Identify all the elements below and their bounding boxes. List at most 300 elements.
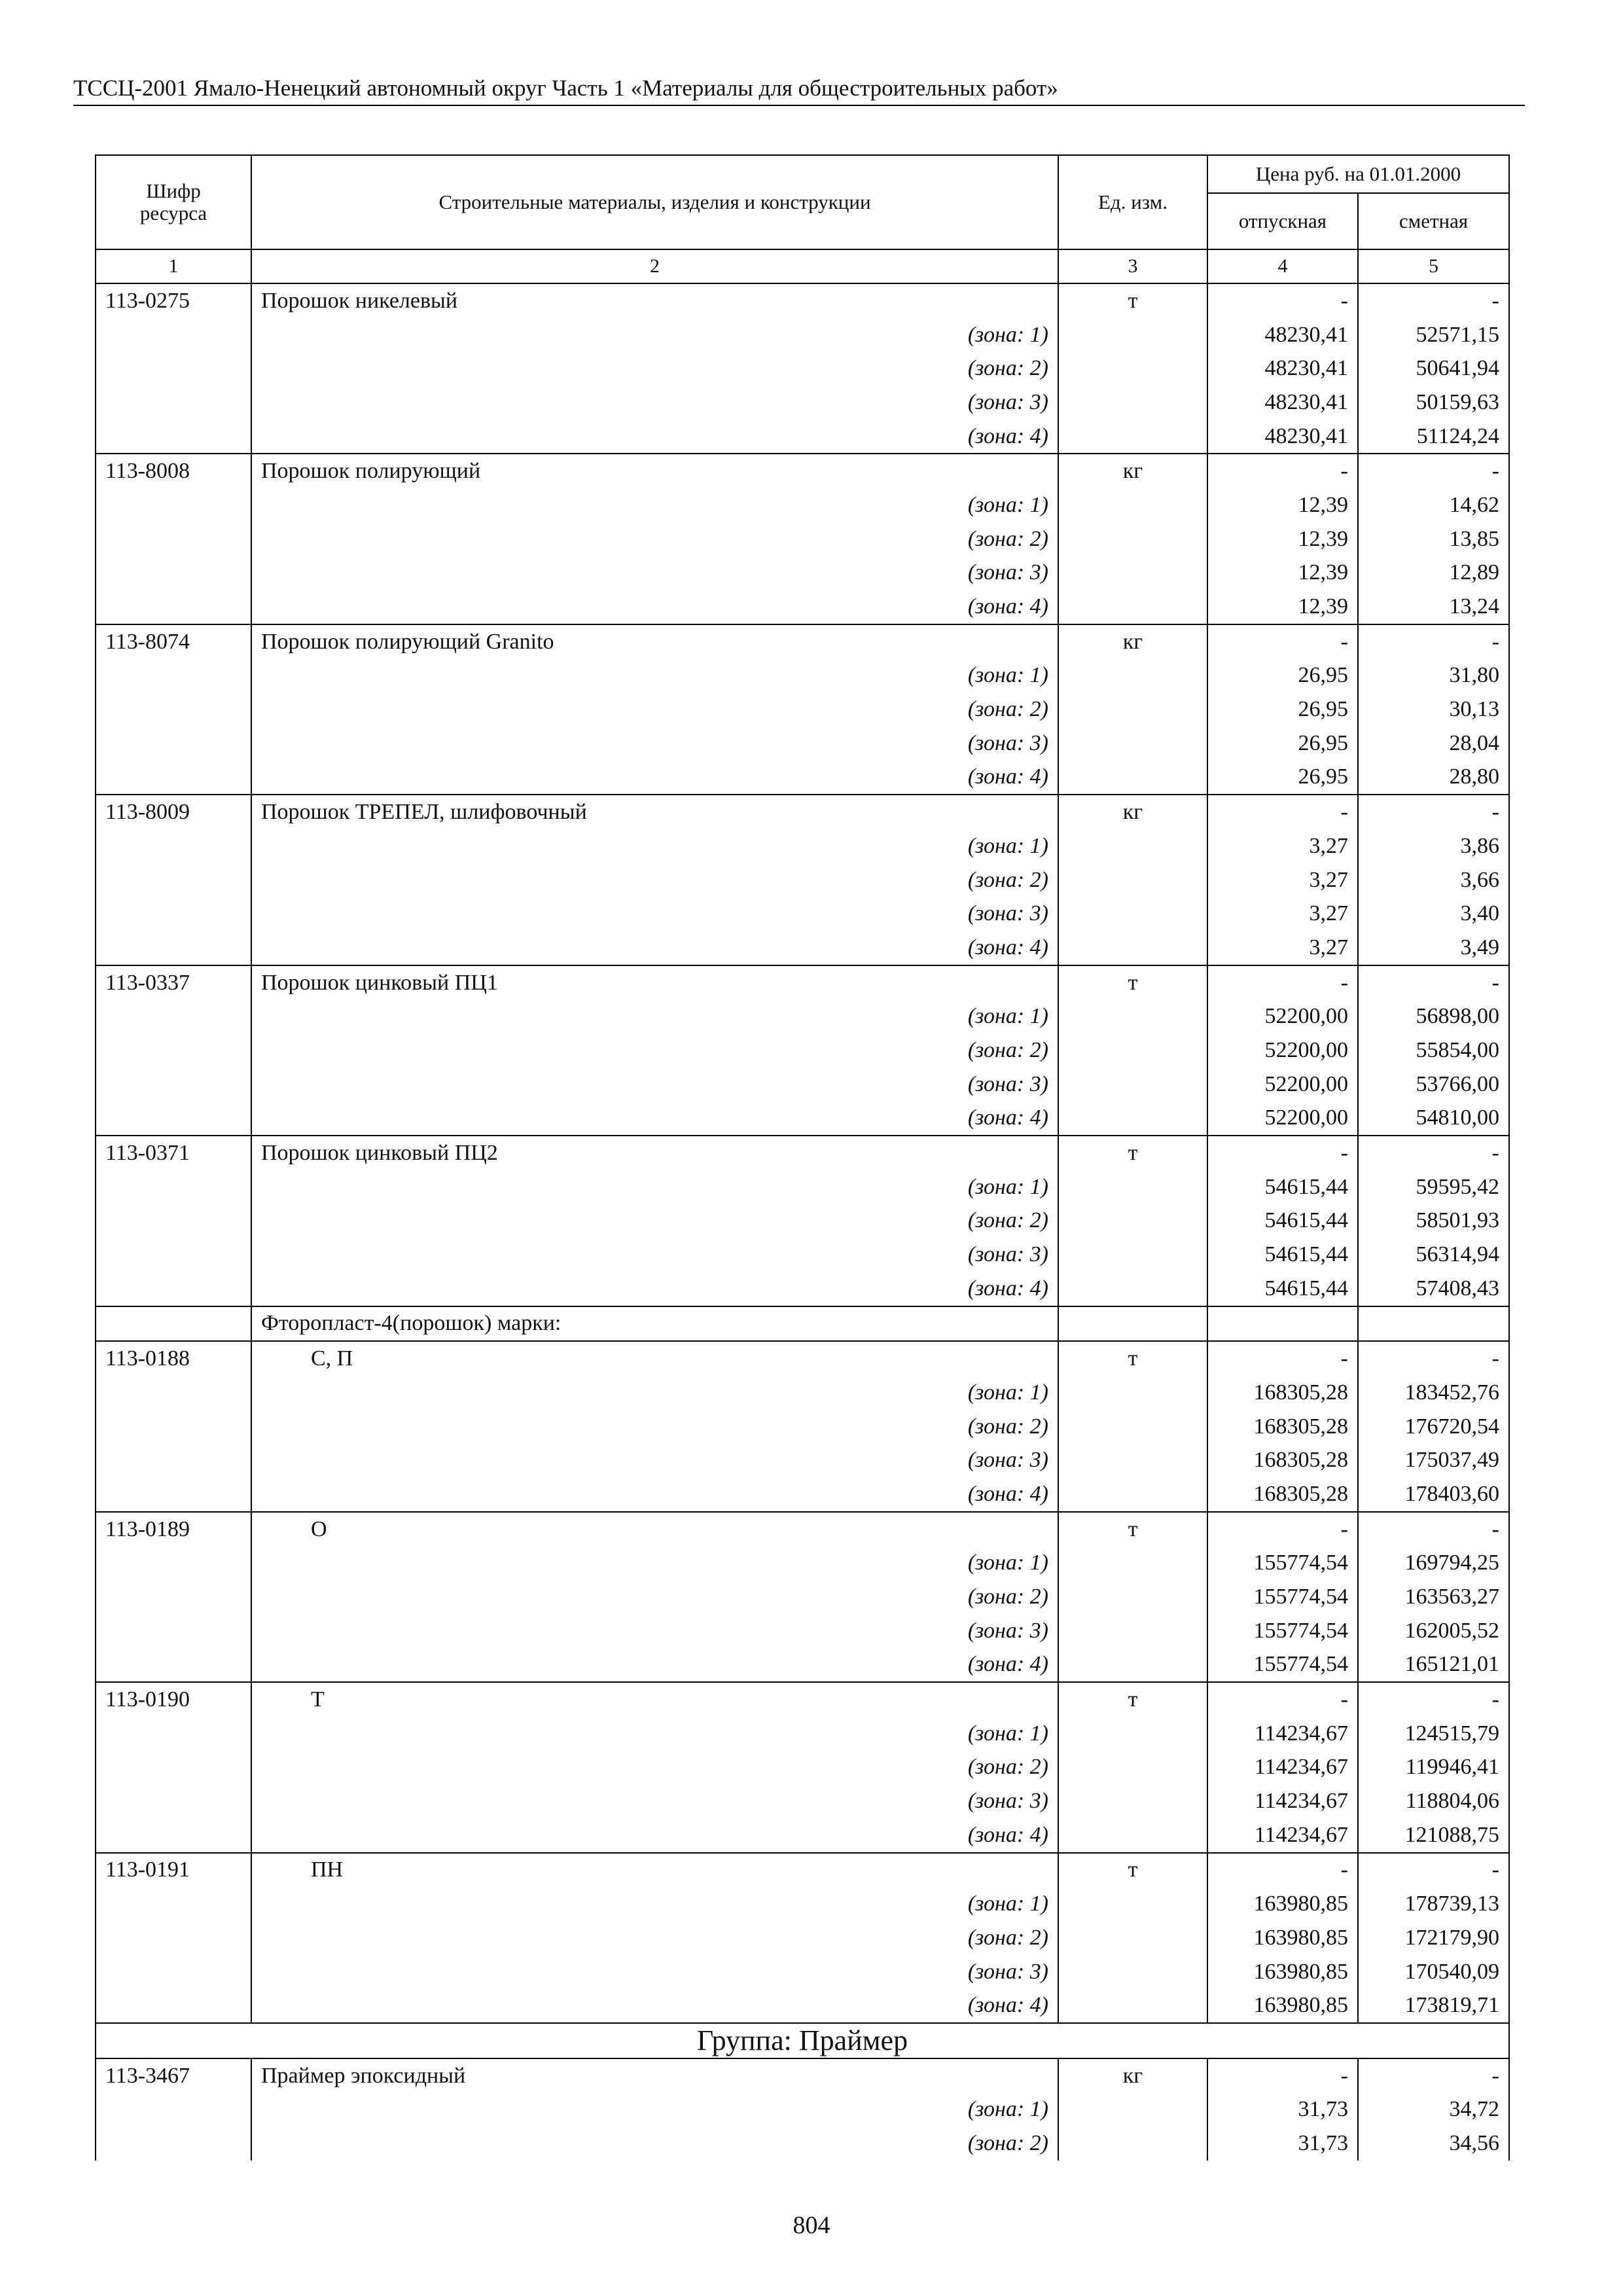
unit-cell: [1058, 931, 1207, 965]
unit-cell: [1058, 1102, 1207, 1136]
zone-label: (зона: 3): [251, 726, 1058, 761]
unit-cell: [1058, 1955, 1207, 1989]
zone-label: (зона: 1): [251, 1717, 1058, 1751]
zone-label: (зона: 2): [251, 1033, 1058, 1067]
estimate-price: 124515,79: [1358, 1717, 1509, 1751]
unit: т: [1058, 283, 1207, 318]
zone-price-row: [96, 1102, 1509, 1136]
estimate-price: 28,04: [1358, 726, 1509, 761]
resource-code-cell: [96, 1102, 251, 1136]
resource-code-cell: [96, 522, 251, 556]
estimate-price: 28,80: [1358, 761, 1509, 795]
release-price: 168305,28: [1207, 1376, 1358, 1410]
resource-code-cell: [96, 659, 251, 693]
release-price-cell: [1207, 1306, 1358, 1342]
zone-price-row: [96, 863, 1509, 897]
material-name: Порошок ТРЕПЕЛ, шлифовочный: [251, 795, 1058, 829]
material-name: С, П: [251, 1341, 1058, 1376]
resource-code-cell: [96, 1376, 251, 1410]
unit-cell: [1058, 386, 1207, 420]
resource-code-cell: [96, 1170, 251, 1204]
resource-code-cell: [96, 1614, 251, 1648]
zone-price-row: [96, 692, 1509, 726]
material-row: [96, 1853, 1509, 1888]
estimate-price: 165121,01: [1358, 1648, 1509, 1683]
header-name: Строительные материалы, изделия и конструкции: [251, 155, 1058, 249]
resource-code-cell: [96, 863, 251, 897]
estimate-price: 54810,00: [1358, 1102, 1509, 1136]
resource-code-cell: [96, 1955, 251, 1989]
release-price: 12,39: [1207, 488, 1358, 522]
zone-label: (зона: 2): [251, 1921, 1058, 1955]
estimate-price: 121088,75: [1358, 1818, 1509, 1853]
material-name: Порошок полирующий: [251, 454, 1058, 488]
zone-price-row: [96, 1921, 1509, 1955]
material-row: [96, 624, 1509, 659]
release-price: 31,73: [1207, 2092, 1358, 2126]
release-price: 48230,41: [1207, 386, 1358, 420]
resource-code-cell: [96, 1204, 251, 1238]
zone-price-row: [96, 1067, 1509, 1102]
resource-code-cell: [96, 1580, 251, 1614]
estimate-price: 14,62: [1358, 488, 1509, 522]
estimate-price: 12,89: [1358, 556, 1509, 590]
unit-cell: [1058, 2092, 1207, 2126]
resource-code-cell: [96, 692, 251, 726]
estimate-price: -: [1358, 454, 1509, 488]
resource-code-cell: [96, 829, 251, 863]
unit: т: [1058, 1853, 1207, 1888]
resource-code-cell: [96, 1306, 251, 1342]
zone-label: (зона: 3): [251, 1955, 1058, 1989]
unit-cell: [1058, 420, 1207, 454]
release-price: -: [1207, 1341, 1358, 1376]
zone-price-row: [96, 1477, 1509, 1512]
zone-price-row: [96, 999, 1509, 1033]
estimate-price: -: [1358, 1853, 1509, 1888]
resource-code-cell: [96, 1717, 251, 1751]
resource-code: 113-0190: [96, 1682, 251, 1717]
price-table: [95, 154, 1510, 2161]
release-price: 163980,85: [1207, 1955, 1358, 1989]
header-price-estimate: сметная: [1358, 193, 1509, 249]
estimate-price: 3,66: [1358, 863, 1509, 897]
zone-price-row: [96, 1648, 1509, 1683]
zone-price-row: [96, 1751, 1509, 1785]
zone-label: (зона: 4): [251, 1272, 1058, 1306]
resource-code-cell: [96, 2092, 251, 2126]
page-number: 804: [793, 2212, 830, 2239]
zone-price-row: [96, 1614, 1509, 1648]
release-price: 54615,44: [1207, 1204, 1358, 1238]
zone-label: (зона: 3): [251, 1067, 1058, 1102]
unit: т: [1058, 965, 1207, 1000]
resource-code-cell: [96, 1477, 251, 1512]
material-name: Порошок полирующий Granito: [251, 624, 1058, 659]
zone-price-row: [96, 1988, 1509, 2023]
resource-code: 113-3467: [96, 2058, 251, 2093]
unit-cell: [1058, 1784, 1207, 1818]
zone-label: (зона: 3): [251, 386, 1058, 420]
material-row: [96, 283, 1509, 318]
zone-price-row: [96, 761, 1509, 795]
release-price: 114234,67: [1207, 1717, 1358, 1751]
estimate-price: 118804,06: [1358, 1784, 1509, 1818]
estimate-price: 50641,94: [1358, 351, 1509, 386]
zone-price-row: [96, 726, 1509, 761]
release-price: 52200,00: [1207, 1033, 1358, 1067]
zone-price-row: [96, 556, 1509, 590]
estimate-price: 163563,27: [1358, 1580, 1509, 1614]
release-price: 12,39: [1207, 556, 1358, 590]
material-row: [96, 1136, 1509, 1170]
resource-code-cell: [96, 1887, 251, 1921]
header-unit: Ед. изм.: [1058, 155, 1207, 249]
release-price: -: [1207, 1512, 1358, 1547]
estimate-price: -: [1358, 1682, 1509, 1717]
zone-price-row: [96, 1887, 1509, 1921]
unit-cell: [1058, 2126, 1207, 2161]
material-name: Т: [251, 1682, 1058, 1717]
estimate-price: 34,56: [1358, 2126, 1509, 2161]
zone-price-row: [96, 931, 1509, 965]
material-name: Порошок никелевый: [251, 283, 1058, 318]
estimate-price: 31,80: [1358, 659, 1509, 693]
material-row: [96, 1512, 1509, 1547]
unit-cell: [1058, 318, 1207, 352]
column-number: 1: [96, 249, 251, 283]
zone-price-row: [96, 1170, 1509, 1204]
resource-code-cell: [96, 420, 251, 454]
material-name: Порошок цинковый ПЦ1: [251, 965, 1058, 1000]
zone-price-row: [96, 1443, 1509, 1477]
release-price: 52200,00: [1207, 1067, 1358, 1102]
zone-price-row: [96, 522, 1509, 556]
zone-price-row: [96, 829, 1509, 863]
resource-code-cell: [96, 351, 251, 386]
release-price: -: [1207, 965, 1358, 1000]
unit-cell: [1058, 829, 1207, 863]
resource-code-cell: [96, 590, 251, 624]
resource-code: 113-0337: [96, 965, 251, 1000]
resource-code: 113-0275: [96, 283, 251, 318]
page-header-title: ТССЦ-2001 Ямало-Ненецкий автономный округ Часть 1 «Материалы для общестроительных работ»: [73, 75, 1058, 101]
release-price: 48230,41: [1207, 420, 1358, 454]
unit-cell: [1058, 692, 1207, 726]
zone-label: (зона: 4): [251, 1818, 1058, 1853]
zone-label: (зона: 3): [251, 1443, 1058, 1477]
zone-price-row: [96, 1818, 1509, 1853]
resource-code: 113-8008: [96, 454, 251, 488]
estimate-price: 34,72: [1358, 2092, 1509, 2126]
zone-price-row: [96, 351, 1509, 386]
zone-label: (зона: 3): [251, 1784, 1058, 1818]
estimate-price: 53766,00: [1358, 1067, 1509, 1102]
release-price: 12,39: [1207, 522, 1358, 556]
release-price: -: [1207, 1682, 1358, 1717]
zone-price-row: [96, 590, 1509, 624]
estimate-price: 162005,52: [1358, 1614, 1509, 1648]
resource-code-cell: [96, 1921, 251, 1955]
estimate-price: 178403,60: [1358, 1477, 1509, 1512]
release-price: 168305,28: [1207, 1477, 1358, 1512]
resource-code-cell: [96, 1784, 251, 1818]
zone-price-row: [96, 1410, 1509, 1444]
zone-price-row: [96, 1376, 1509, 1410]
estimate-price: -: [1358, 1512, 1509, 1547]
unit-cell: [1058, 1306, 1207, 1342]
column-number: 3: [1058, 249, 1207, 283]
unit: кг: [1058, 454, 1207, 488]
zone-label: (зона: 1): [251, 2092, 1058, 2126]
zone-price-row: [96, 386, 1509, 420]
unit-cell: [1058, 659, 1207, 693]
release-price: 54615,44: [1207, 1238, 1358, 1272]
material-row: [96, 2058, 1509, 2093]
resource-code-cell: [96, 1238, 251, 1272]
estimate-price: 50159,63: [1358, 386, 1509, 420]
unit-cell: [1058, 1204, 1207, 1238]
release-price: -: [1207, 454, 1358, 488]
unit-cell: [1058, 1376, 1207, 1410]
zone-label: (зона: 1): [251, 1887, 1058, 1921]
zone-price-row: [96, 318, 1509, 352]
estimate-price: 56898,00: [1358, 999, 1509, 1033]
release-price: 3,27: [1207, 829, 1358, 863]
zone-label: (зона: 3): [251, 1614, 1058, 1648]
estimate-price: 13,85: [1358, 522, 1509, 556]
zone-label: (зона: 4): [251, 1102, 1058, 1136]
estimate-price: 13,24: [1358, 590, 1509, 624]
release-price: -: [1207, 624, 1358, 659]
group-heading: Группа: Праймер: [96, 2023, 1509, 2058]
release-price: 114234,67: [1207, 1784, 1358, 1818]
release-price: 26,95: [1207, 692, 1358, 726]
zone-price-row: [96, 1204, 1509, 1238]
zone-price-row: [96, 488, 1509, 522]
release-price: 3,27: [1207, 863, 1358, 897]
resource-code-cell: [96, 1410, 251, 1444]
zone-price-row: [96, 1033, 1509, 1067]
header-divider: [73, 105, 1525, 106]
estimate-price: 52571,15: [1358, 318, 1509, 352]
zone-label: (зона: 2): [251, 692, 1058, 726]
zone-label: (зона: 4): [251, 590, 1058, 624]
release-price: 52200,00: [1207, 1102, 1358, 1136]
zone-label: (зона: 2): [251, 351, 1058, 386]
zone-label: (зона: 2): [251, 1410, 1058, 1444]
estimate-price-cell: [1358, 1306, 1509, 1342]
unit-cell: [1058, 1818, 1207, 1853]
estimate-price: -: [1358, 624, 1509, 659]
unit-cell: [1058, 1067, 1207, 1102]
material-name: О: [251, 1512, 1058, 1547]
resource-code-cell: [96, 1818, 251, 1853]
release-price: 31,73: [1207, 2126, 1358, 2161]
resource-code: 113-8009: [96, 795, 251, 829]
release-price: 26,95: [1207, 726, 1358, 761]
zone-label: (зона: 3): [251, 556, 1058, 590]
release-price: 155774,54: [1207, 1580, 1358, 1614]
column-number: 4: [1207, 249, 1358, 283]
resource-code-cell: [96, 488, 251, 522]
resource-code-cell: [96, 1443, 251, 1477]
unit: т: [1058, 1341, 1207, 1376]
release-price: -: [1207, 1136, 1358, 1170]
resource-code-cell: [96, 1751, 251, 1785]
table-body: [96, 249, 1509, 2161]
unit-cell: [1058, 351, 1207, 386]
estimate-price: 169794,25: [1358, 1546, 1509, 1580]
resource-code-cell: [96, 999, 251, 1033]
estimate-price: 55854,00: [1358, 1033, 1509, 1067]
zone-label: (зона: 4): [251, 1648, 1058, 1683]
release-price: 155774,54: [1207, 1546, 1358, 1580]
zone-label: (зона: 2): [251, 2126, 1058, 2161]
unit-cell: [1058, 556, 1207, 590]
zone-price-row: [96, 2126, 1509, 2161]
unit-cell: [1058, 1410, 1207, 1444]
unit-cell: [1058, 1648, 1207, 1683]
zone-label: (зона: 1): [251, 1170, 1058, 1204]
estimate-price: -: [1358, 795, 1509, 829]
estimate-price: 51124,24: [1358, 420, 1509, 454]
section-heading: Фторопласт-4(порошок) марки:: [251, 1306, 1058, 1342]
group-heading-row: [96, 2023, 1509, 2058]
zone-label: (зона: 3): [251, 897, 1058, 931]
unit: кг: [1058, 795, 1207, 829]
zone-label: (зона: 2): [251, 1751, 1058, 1785]
unit-cell: [1058, 590, 1207, 624]
zone-price-row: [96, 897, 1509, 931]
resource-code: 113-0371: [96, 1136, 251, 1170]
estimate-price: 173819,71: [1358, 1988, 1509, 2023]
resource-code-cell: [96, 726, 251, 761]
zone-label: (зона: 1): [251, 829, 1058, 863]
release-price: 3,27: [1207, 931, 1358, 965]
zone-label: (зона: 1): [251, 1376, 1058, 1410]
resource-code: 113-8074: [96, 624, 251, 659]
resource-code-cell: [96, 318, 251, 352]
zone-price-row: [96, 1580, 1509, 1614]
estimate-price: 30,13: [1358, 692, 1509, 726]
resource-code: 113-0188: [96, 1341, 251, 1376]
unit: т: [1058, 1682, 1207, 1717]
release-price: 114234,67: [1207, 1818, 1358, 1853]
resource-code-cell: [96, 386, 251, 420]
resource-code-cell: [96, 761, 251, 795]
zone-price-row: [96, 1955, 1509, 1989]
unit-cell: [1058, 1170, 1207, 1204]
release-price: 26,95: [1207, 659, 1358, 693]
unit-cell: [1058, 1443, 1207, 1477]
header-price-release: отпускная: [1207, 193, 1358, 249]
unit: кг: [1058, 2058, 1207, 2093]
unit-cell: [1058, 488, 1207, 522]
unit-cell: [1058, 1751, 1207, 1785]
release-price: -: [1207, 2058, 1358, 2093]
release-price: 12,39: [1207, 590, 1358, 624]
material-name: ПН: [251, 1853, 1058, 1888]
header-code: Шифр ресурса: [96, 155, 251, 249]
release-price: -: [1207, 1853, 1358, 1888]
unit-cell: [1058, 1272, 1207, 1306]
material-row: [96, 1341, 1509, 1376]
zone-price-row: [96, 1272, 1509, 1306]
zone-label: (зона: 4): [251, 420, 1058, 454]
zone-price-row: [96, 2092, 1509, 2126]
material-row: [96, 454, 1509, 488]
release-price: 48230,41: [1207, 351, 1358, 386]
estimate-price: -: [1358, 965, 1509, 1000]
column-number: 5: [1358, 249, 1509, 283]
zone-label: (зона: 3): [251, 1238, 1058, 1272]
zone-price-row: [96, 420, 1509, 454]
release-price: 155774,54: [1207, 1614, 1358, 1648]
unit-cell: [1058, 1988, 1207, 2023]
zone-price-row: [96, 659, 1509, 693]
material-row: [96, 795, 1509, 829]
unit: т: [1058, 1136, 1207, 1170]
release-price: 168305,28: [1207, 1410, 1358, 1444]
unit-cell: [1058, 1887, 1207, 1921]
unit-cell: [1058, 726, 1207, 761]
resource-code-cell: [96, 931, 251, 965]
unit-cell: [1058, 1238, 1207, 1272]
unit: т: [1058, 1512, 1207, 1547]
material-row: [96, 965, 1509, 1000]
resource-code-cell: [96, 897, 251, 931]
unit-cell: [1058, 863, 1207, 897]
zone-label: (зона: 2): [251, 1204, 1058, 1238]
unit-cell: [1058, 1477, 1207, 1512]
unit-cell: [1058, 999, 1207, 1033]
unit-cell: [1058, 1033, 1207, 1067]
estimate-price: 176720,54: [1358, 1410, 1509, 1444]
column-number-row: [96, 249, 1509, 283]
zone-price-row: [96, 1717, 1509, 1751]
release-price: -: [1207, 283, 1358, 318]
estimate-price: 170540,09: [1358, 1955, 1509, 1989]
release-price: 163980,85: [1207, 1887, 1358, 1921]
estimate-price: 172179,90: [1358, 1921, 1509, 1955]
resource-code-cell: [96, 1546, 251, 1580]
unit-cell: [1058, 1717, 1207, 1751]
unit-cell: [1058, 897, 1207, 931]
release-price: 52200,00: [1207, 999, 1358, 1033]
estimate-price: 175037,49: [1358, 1443, 1509, 1477]
unit-cell: [1058, 1614, 1207, 1648]
estimate-price: -: [1358, 1341, 1509, 1376]
unit-cell: [1058, 1580, 1207, 1614]
material-name: Праймер эпоксидный: [251, 2058, 1058, 2093]
unit-cell: [1058, 761, 1207, 795]
zone-label: (зона: 4): [251, 931, 1058, 965]
estimate-price: 59595,42: [1358, 1170, 1509, 1204]
resource-code: 113-0189: [96, 1512, 251, 1547]
zone-label: (зона: 2): [251, 1580, 1058, 1614]
release-price: 163980,85: [1207, 1921, 1358, 1955]
section-heading-row: [96, 1306, 1509, 1342]
release-price: 54615,44: [1207, 1272, 1358, 1306]
resource-code-cell: [96, 1033, 251, 1067]
estimate-price: -: [1358, 2058, 1509, 2093]
resource-code-cell: [96, 556, 251, 590]
estimate-price: 178739,13: [1358, 1887, 1509, 1921]
estimate-price: 119946,41: [1358, 1751, 1509, 1785]
zone-label: (зона: 2): [251, 863, 1058, 897]
release-price: 155774,54: [1207, 1648, 1358, 1683]
